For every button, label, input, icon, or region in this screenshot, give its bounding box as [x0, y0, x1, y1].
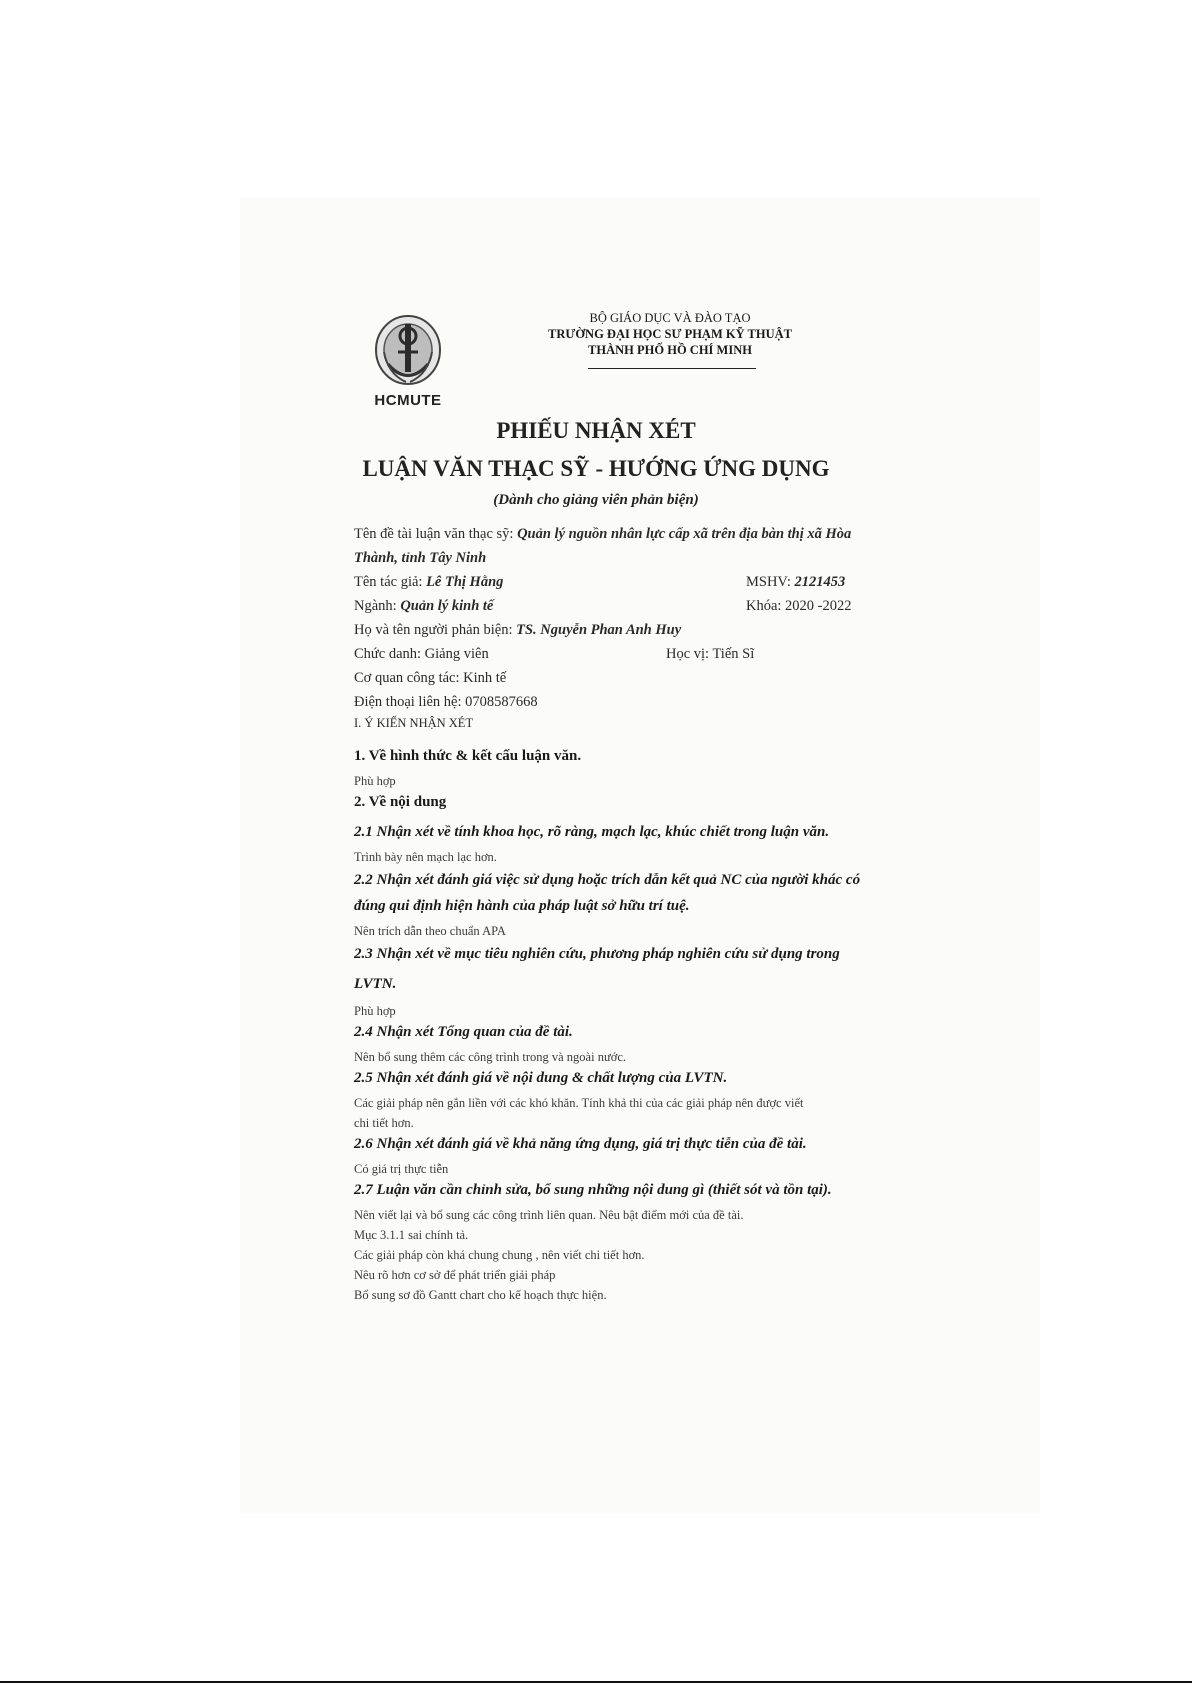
- workplace-line: Cơ quan công tác: Kinh tế: [354, 670, 507, 686]
- s22-heading: 2.2 Nhận xét đánh giá việc sử dụng hoặc trích dẫn kết quả NC của người khác có: [354, 872, 861, 888]
- degree-line: Học vị: Tiến Sĩ: [666, 646, 755, 662]
- student-id-value: 2121453: [794, 574, 846, 590]
- reviewer-value: TS. Nguyễn Phan Anh Huy: [516, 622, 682, 638]
- document-subtitle: LUẬN VĂN THẠC SỸ - HƯỚNG ỨNG DỤNG: [362, 456, 830, 481]
- s26-heading: 2.6 Nhận xét đánh giá về khả năng ứng dụng, giá trị thực tiễn của đề tài.: [354, 1136, 807, 1152]
- s27-heading: 2.7 Luận văn cần chỉnh sửa, bổ sung những nội dung gì (thiết sót và tồn tại).: [354, 1182, 832, 1198]
- s27-answer-5: Bổ sung sơ đồ Gantt chart cho kế hoạch thực hiện.: [354, 1288, 607, 1302]
- header-underline: [588, 368, 756, 369]
- thesis-title-line: [354, 526, 851, 543]
- s2-heading: 2. Về nội dung: [354, 794, 447, 810]
- student-id-label: MSHV:: [746, 574, 795, 590]
- s22-heading-cont: đúng qui định hiện hành của pháp luật sở hữu trí tuệ.: [354, 898, 690, 914]
- course-line: Khóa: 2020 -2022: [746, 598, 852, 614]
- document-note: (Dành cho giảng viên phản biện): [493, 492, 699, 508]
- phone-line: Điện thoại liên hệ: 0708587668: [354, 694, 538, 710]
- s25-answer-cont: chi tiết hơn.: [354, 1116, 414, 1130]
- author-label: Tên tác giả:: [354, 574, 427, 590]
- section-i-heading: I. Ý KIẾN NHẬN XÉT: [354, 716, 474, 730]
- logo-text: HCMUTE: [374, 392, 442, 409]
- s23-heading-cont: LVTN.: [354, 976, 397, 992]
- position-line: Chức danh: Giảng viên: [354, 646, 489, 662]
- page-bottom-border: [0, 1681, 1192, 1683]
- s21-heading: 2.1 Nhận xét về tính khoa học, rõ ràng, mạch lạc, khúc chiết trong luận văn.: [354, 824, 830, 840]
- s27-answer-2: Mục 3.1.1 sai chính tả.: [354, 1228, 469, 1242]
- institution-header: [520, 310, 820, 358]
- thesis-title-line-2: [354, 550, 486, 567]
- thesis-title-label: Tên đề tài luận văn thạc sỹ:: [354, 526, 518, 542]
- document-title: PHIẾU NHẬN XÉT: [496, 418, 696, 443]
- s1-heading: 1. Về hình thức & kết cấu luận văn.: [354, 748, 582, 764]
- s27-answer-1: Nên viết lại và bổ sung các công trình liên quan. Nêu bật điểm mới của đề tài.: [354, 1208, 744, 1222]
- s25-answer: Các giải pháp nên gắn liền với các khó khăn. Tính khả thi của các giải pháp nên được viết: [354, 1096, 804, 1110]
- s25-heading: 2.5 Nhận xét đánh giá về nội dung & chất lượng của LVTN.: [354, 1070, 728, 1086]
- ministry-name: BỘ GIÁO DỤC VÀ ĐÀO TẠO: [589, 311, 751, 325]
- author-value: Lê Thị Hằng: [426, 574, 504, 590]
- s26-answer: Có giá trị thực tiễn: [354, 1162, 449, 1176]
- university-name: TRƯỜNG ĐẠI HỌC SƯ PHẠM KỸ THUẬT: [548, 327, 792, 341]
- s24-answer: Nên bổ sung thêm các công trình trong và ngoài nước.: [354, 1050, 626, 1064]
- s23-answer: Phù hợp: [354, 1004, 396, 1018]
- thesis-title-value-cont: Thành, tỉnh Tây Ninh: [354, 550, 487, 566]
- major-label: Ngành:: [354, 598, 401, 614]
- s24-heading: 2.4 Nhận xét Tổng quan của đề tài.: [354, 1024, 573, 1040]
- s22-answer: Nên trích dẫn theo chuẩn APA: [354, 924, 506, 938]
- s27-answer-4: Nêu rõ hơn cơ sở để phát triển giải pháp: [354, 1268, 556, 1282]
- major-value: Quản lý kinh tế: [400, 598, 494, 614]
- reviewer-label: Họ và tên người phản biện:: [354, 622, 517, 638]
- student-id-line: [746, 574, 845, 591]
- s23-heading: 2.3 Nhận xét về mục tiêu nghiên cứu, phương pháp nghiên cứu sử dụng trong: [354, 946, 840, 962]
- thesis-title-value: Quản lý nguồn nhân lực cấp xã trên địa bàn thị xã Hòa: [517, 526, 852, 542]
- major-line: [354, 598, 493, 615]
- s1-answer: Phù hợp: [354, 774, 396, 788]
- s21-answer: Trình bày nên mạch lạc hơn.: [354, 850, 497, 864]
- city-name: THÀNH PHỐ HỒ CHÍ MINH: [588, 343, 752, 357]
- author-line: [354, 574, 503, 591]
- reviewer-line: [354, 622, 681, 639]
- s27-answer-3: Các giải pháp còn khá chung chung , nên viết chi tiết hơn.: [354, 1248, 645, 1262]
